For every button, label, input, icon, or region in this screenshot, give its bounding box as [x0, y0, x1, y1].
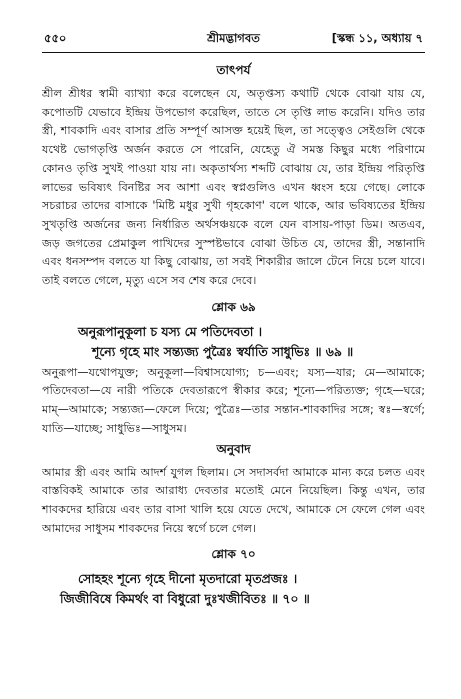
page-number: ৫৫০ [44, 31, 67, 45]
page-header [44, 30, 423, 52]
page-body [42, 62, 425, 609]
sloka-70-line-1: সোহহং শূন্যে গৃহে দীনো মৃতদারো মৃতপ্রজঃ । [78, 571, 298, 587]
sloka-70-heading: শ্লোক ৭০ [211, 547, 256, 562]
sloka-69-heading: শ্লোক ৬৯ [211, 299, 256, 314]
translation-heading: অনুবাদ [216, 441, 251, 456]
sloka-69-line-1: অনুরূপানুকূলা চ যস্য মে পতিদেবতা । [78, 323, 263, 339]
section-label: [স্কন্ধ ১১, অধ্যায় ৭ [331, 31, 423, 45]
header-rule [42, 52, 425, 53]
translation-text: আমার স্ত্রী এবং আমি আদর্শ যুগল ছিলাম। সে সদাসর্বদা আমাকে মান্য করে চলত এবং বাস্তবিকই আমাকে তার আরাধ্য দেবতার মতোই মেনে নিয়েছিল। কিন্তু এখন, তার শাবকদের হারিয়ে এবং তার বাসা খালি হয়ে যেতে দেখে, আমাকে সে ফেলে গেল এবং আমাদের সাধুসম শাবকদের নিয়ে স্বর্গে চলে গেল। [42, 465, 425, 535]
book-title: শ্রীমদ্ভাগবত [207, 31, 260, 45]
sloka-70-line-2: জিজীবিষে কিমর্থং বা বিধুরো দুঃখজীবিতঃ ॥ ৭০ ॥ [60, 591, 310, 607]
purport-text: শ্রীল শ্রীধর স্বামী ব্যাখ্যা করে বলেছেন যে, অতৃপ্তস্য কথাটি থেকে বোঝা যায় যে, কপোতটি যেভাবে ইন্দ্রিয় উপভোগ করেছিল, তাতে সে তৃপ্তি লাভ করেনি। যদিও তার স্ত্রী, শাবকাদি এবং বাসার প্রতি সম্পূর্ণ আসক্ত হয়েই ছিল, তা সত্ত্বেও সেইগুলি থেকে যথেষ্ট ভোগতৃপ্তি অর্জন করতে সে পারেনি, যেহেতু ঐ সমস্ত কিছুর মধ্যে পরিণামে কোনও তৃপ্তি সুখই পাওয়া যায় না। অকৃতার্থস্য শব্দটি বোঝায় যে, তার ইন্দ্রিয় পরিতৃপ্তি লাভের ভবিষ্যৎ বিনষ্টির সব আশা এবং স্বপ্নগুলিও এখন ধ্বংস হয়ে গেছে। লোকে সচরাচর তাদের বাসাকে 'মিষ্টি মধুর সুখী গৃহকোণ' বলে থাকে, আর ভবিষ্যতের ইন্দ্রিয় সুখতৃপ্তি অর্জনের জন্য নির্ধারিত অর্থসঞ্চয়কে বলে যেন বাসায়-পাড়া ডিম। অতএব, জড় জগতের প্রেমাকুল পাখিদের সুস্পষ্টভাবে বোঝা উচিত যে, তাদের স্ত্রী, সন্তানাদি এবং ধনসম্পদ বলতে যা কিছু বোঝায়, তা সবই শিকারীর জালে টেনে নিয়ে চলে যাবে। তাই বলতে গেলে, মৃত্যু এসে সব শেষ করে দেবে। [42, 87, 425, 288]
sloka-69-line-2: শূন্যে গৃহে মাং সন্ত্যজ্য পুত্রৈঃ স্বর্যাতি সাধুভিঃ ॥ ৬৯ ॥ [92, 343, 354, 359]
purport-heading: তাৎপর্য [216, 63, 251, 77]
sloka-69-synonyms: অনুরূপা—যথোপযুক্ত; অনুকূলা—বিশ্বাসযোগ্য; চ—এবং; যস্য—যার; মে—আমাকে; পতিদেবতা—যে নারী পতিকে দেবতারূপে স্বীকার করে; শূন্যে—পরিত্যক্ত; গৃহে—ঘরে; মাম্—আমাকে; সন্ত্যজ্য—ফেলে দিয়ে; পুত্রৈঃ—তার সন্তান-শাবকাদির সঙ্গে; স্বঃ—স্বর্গে; যাতি—যাচ্ছে; সাধুভিঃ—সাধুসম। [42, 365, 425, 435]
